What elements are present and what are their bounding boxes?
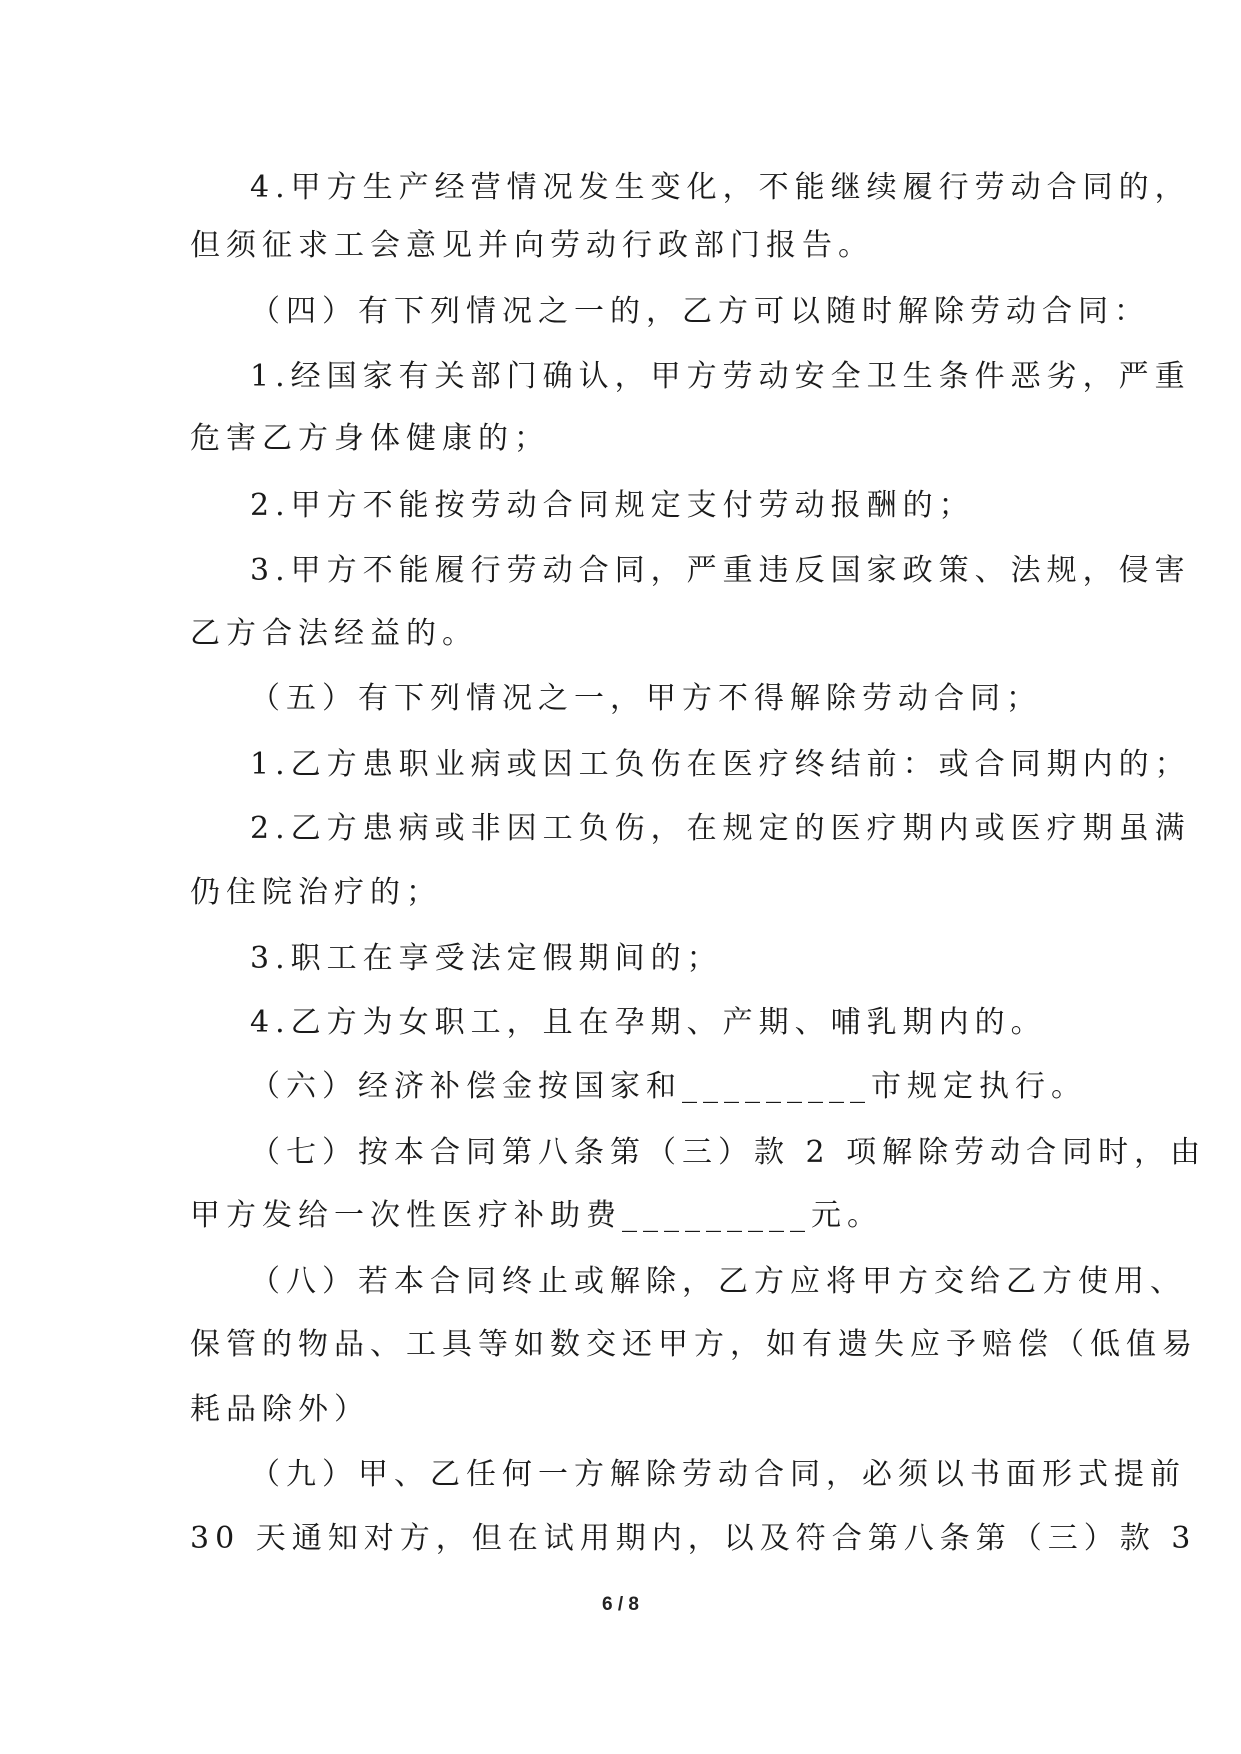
text-line: 乙方合法经益的。 xyxy=(190,616,478,651)
page-number: 6 / 8 xyxy=(602,1594,639,1615)
text-line: （九）甲、乙任何一方解除劳动合同，必须以书面形式提前 xyxy=(250,1457,1186,1492)
text-line: 仍住院治疗的； xyxy=(190,875,442,910)
text-line: 耗品除外） xyxy=(190,1392,370,1427)
text-line: 危害乙方身体健康的； xyxy=(190,421,550,456)
text-line: 甲方发给一次性医疗补助费_________元。 xyxy=(190,1198,883,1233)
text-line: （七）按本合同第八条第（三）款 2 项解除劳动合同时，由 xyxy=(250,1135,1207,1170)
text-line: 4.甲方生产经营情况发生变化，不能继续履行劳动合同的， xyxy=(250,170,1191,205)
text-line: 4.乙方为女职工，且在孕期、产期、哺乳期内的。 xyxy=(250,1005,1047,1040)
text-line: （五）有下列情况之一，甲方不得解除劳动合同； xyxy=(250,681,1042,716)
text-line: 2.甲方不能按劳动合同规定支付劳动报酬的； xyxy=(250,488,975,523)
text-line: 2.乙方患病或非因工负伤，在规定的医疗期内或医疗期虽满 xyxy=(250,811,1191,846)
text-line: （八）若本合同终止或解除，乙方应将甲方交给乙方使用、 xyxy=(250,1264,1186,1299)
text-line: 3.职工在享受法定假期间的； xyxy=(250,941,723,976)
text-line: （六）经济补偿金按国家和_________市规定执行。 xyxy=(250,1069,1087,1104)
text-line: 1.经国家有关部门确认，甲方劳动安全卫生条件恶劣，严重 xyxy=(250,359,1191,394)
text-line: （四）有下列情况之一的，乙方可以随时解除劳动合同： xyxy=(250,294,1150,329)
text-line: 30 天通知对方，但在试用期内，以及符合第八条第（三）款 3 xyxy=(190,1521,1197,1556)
text-line: 但须征求工会意见并向劳动行政部门报告。 xyxy=(190,228,874,263)
text-line: 1.乙方患职业病或因工负伤在医疗终结前：或合同期内的； xyxy=(250,747,1191,782)
text-line: 保管的物品、工具等如数交还甲方，如有遗失应予赔偿（低值易 xyxy=(190,1327,1198,1362)
text-line: 3.甲方不能履行劳动合同，严重违反国家政策、法规，侵害 xyxy=(250,553,1191,588)
